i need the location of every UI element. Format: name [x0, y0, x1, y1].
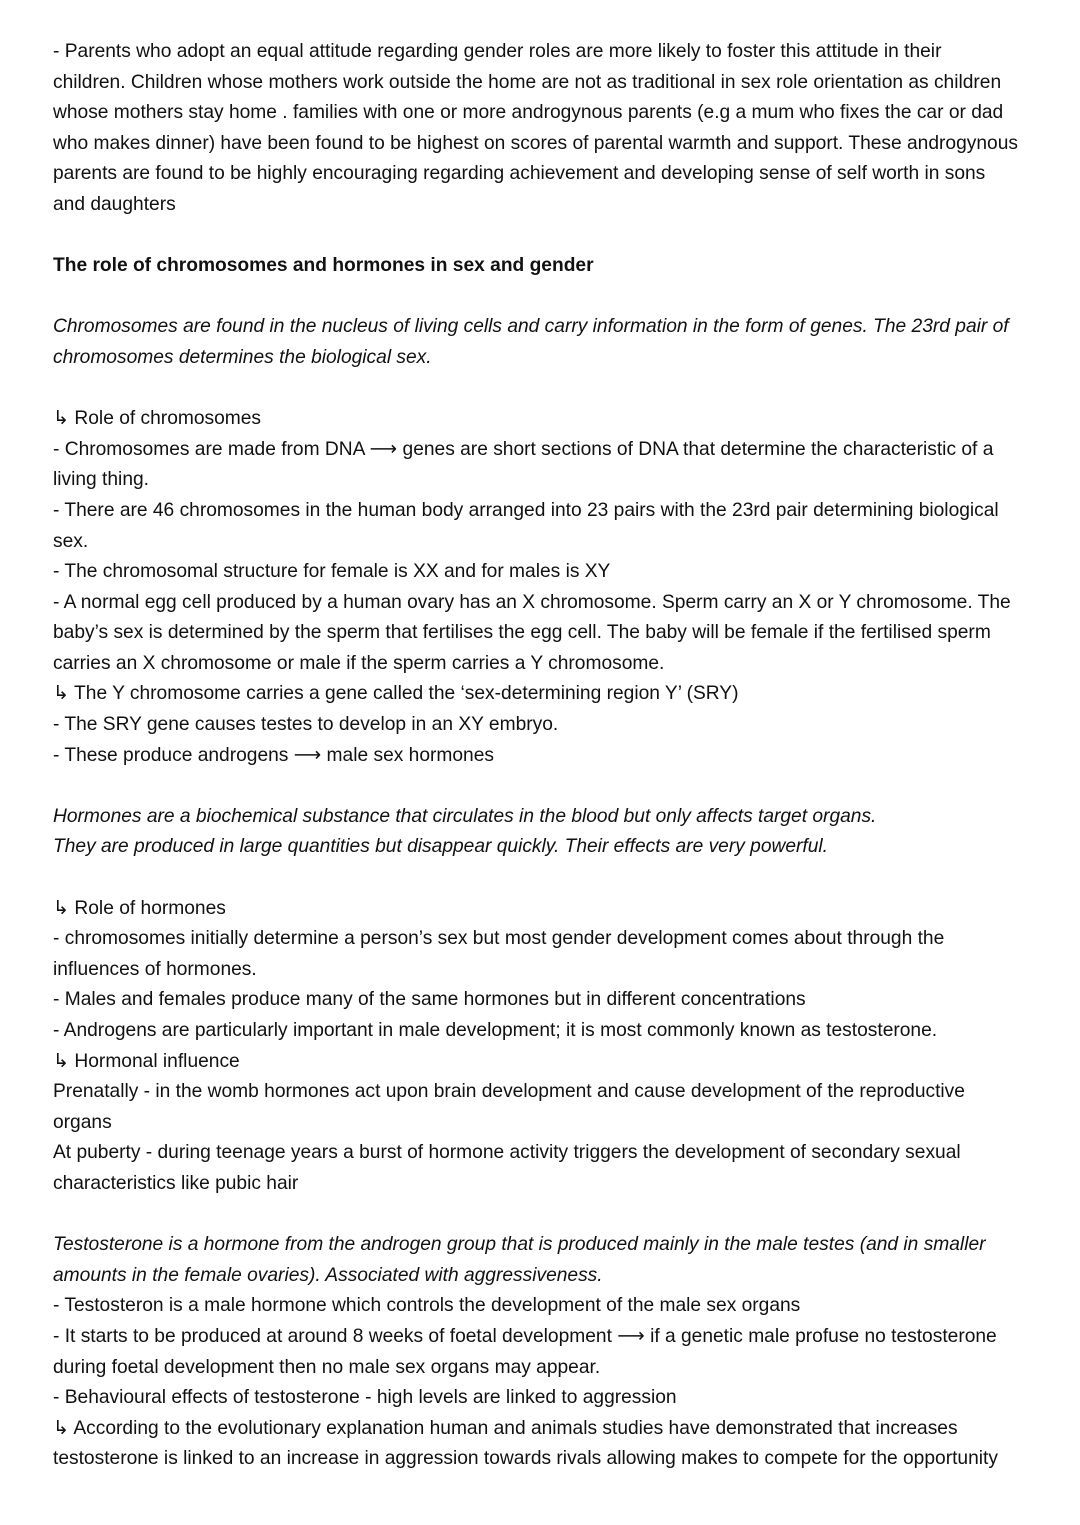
- body-text-line: during foetal development then no male sex organs may appear.: [53, 1356, 601, 1378]
- body-text-line: sex.: [53, 530, 89, 552]
- body-text-line: ↳ Hormonal influence: [53, 1050, 240, 1072]
- body-text-line: Prenatally - in the womb hormones act upon brain development and cause development of the reproductive: [53, 1081, 965, 1103]
- body-text-line: ↳ According to the evolutionary explanation human and animals studies have demonstrated that increases: [53, 1417, 958, 1439]
- body-text-line: whose mothers stay home . families with one or more androgynous parents (e.g a mum who fixes the car or dad: [53, 102, 1004, 124]
- body-text-line: - chromosomes initially determine a person’s sex but most gender development comes about through the: [53, 928, 945, 950]
- blank-line: [53, 771, 1063, 802]
- definition-text-line: amounts in the female ovaries). Associated with aggressiveness.: [53, 1264, 603, 1286]
- body-text-line: - Testosteron is a male hormone which controls the development of the male sex organs: [53, 1295, 801, 1317]
- definition-text-line: They are produced in large quantities but disappear quickly. Their effects are very powerful.: [53, 836, 829, 858]
- body-text-line: and daughters: [53, 193, 176, 215]
- body-text-line: testosterone is linked to an increase in aggression towards rivals allowing makes to compete for the opportunity: [53, 1448, 998, 1470]
- body-text-line: ↳ The Y chromosome carries a gene called the ‘sex-determining region Y’ (SRY): [53, 683, 739, 705]
- blank-line: [53, 374, 1063, 405]
- body-text-line: carries an X chromosome or male if the sperm carries a Y chromosome.: [53, 652, 665, 674]
- body-text-line: - The chromosomal structure for female is XX and for males is XY: [53, 561, 611, 583]
- body-text-line: - A normal egg cell produced by a human ovary has an X chromosome. Sperm carry an X or Y chromosome. The: [53, 591, 1011, 613]
- definition-text-line: Hormones are a biochemical substance that circulates in the blood but only affects target organs.: [53, 805, 877, 827]
- blank-line: [53, 863, 1063, 894]
- definition-text-line: Chromosomes are found in the nucleus of living cells and carry information in the form of genes. The 23rd pair of: [53, 316, 1009, 338]
- body-text-line: - These produce androgens ⟶ male sex hormones: [53, 744, 494, 766]
- section-heading: The role of chromosomes and hormones in sex and gender: [53, 255, 594, 277]
- body-text-line: children. Children whose mothers work outside the home are not as traditional in sex role orientation as children: [53, 71, 1002, 93]
- body-text-line: living thing.: [53, 469, 149, 491]
- body-text-line: - Males and females produce many of the same hormones but in different concentrations: [53, 989, 806, 1011]
- body-text-line: At puberty - during teenage years a burst of hormone activity triggers the development of secondary sexual: [53, 1142, 961, 1164]
- body-text-line: - The SRY gene causes testes to develop in an XY embryo.: [53, 714, 559, 736]
- blank-line: [53, 282, 1063, 313]
- body-text-line: - Parents who adopt an equal attitude regarding gender roles are more likely to foster this attitude in their: [53, 41, 942, 62]
- definition-text-line: Testosterone is a hormone from the androgen group that is produced mainly in the male testes (and in smaller: [53, 1234, 986, 1256]
- body-text-line: parents are found to be highly encouraging regarding achievement and developing sense of self worth in sons: [53, 163, 986, 185]
- body-text-line: - There are 46 chromosomes in the human body arranged into 23 pairs with the 23rd pair determining biological: [53, 499, 999, 521]
- body-text-line: - Chromosomes are made from DNA ⟶ genes are short sections of DNA that determine the characteristic of a: [53, 438, 994, 460]
- body-text-line: - It starts to be produced at around 8 weeks of foetal development ⟶ if a genetic male profuse no testosterone: [53, 1325, 997, 1347]
- body-text-line: - Behavioural effects of testosterone - high levels are linked to aggression: [53, 1387, 677, 1409]
- body-text-line: - Androgens are particularly important in male development; it is most commonly known as testosterone.: [53, 1020, 938, 1041]
- document-page: [53, 37, 1063, 1475]
- definition-text-line: chromosomes determines the biological sex.: [53, 346, 432, 368]
- body-text-line: influences of hormones.: [53, 958, 257, 980]
- body-text-line: organs: [53, 1111, 112, 1133]
- blank-line: [53, 1200, 1063, 1231]
- body-text-line: who makes dinner) have been found to be highest on scores of parental warmth and support. These androgynous: [53, 132, 1018, 154]
- blank-line: [53, 221, 1063, 252]
- body-text-line: characteristics like pubic hair: [53, 1172, 299, 1194]
- body-text-line: ↳ Role of chromosomes: [53, 408, 262, 430]
- body-text-line: ↳ Role of hormones: [53, 897, 226, 919]
- body-text-line: baby’s sex is determined by the sperm that fertilises the egg cell. The baby will be female if the fertilised sperm: [53, 622, 991, 644]
